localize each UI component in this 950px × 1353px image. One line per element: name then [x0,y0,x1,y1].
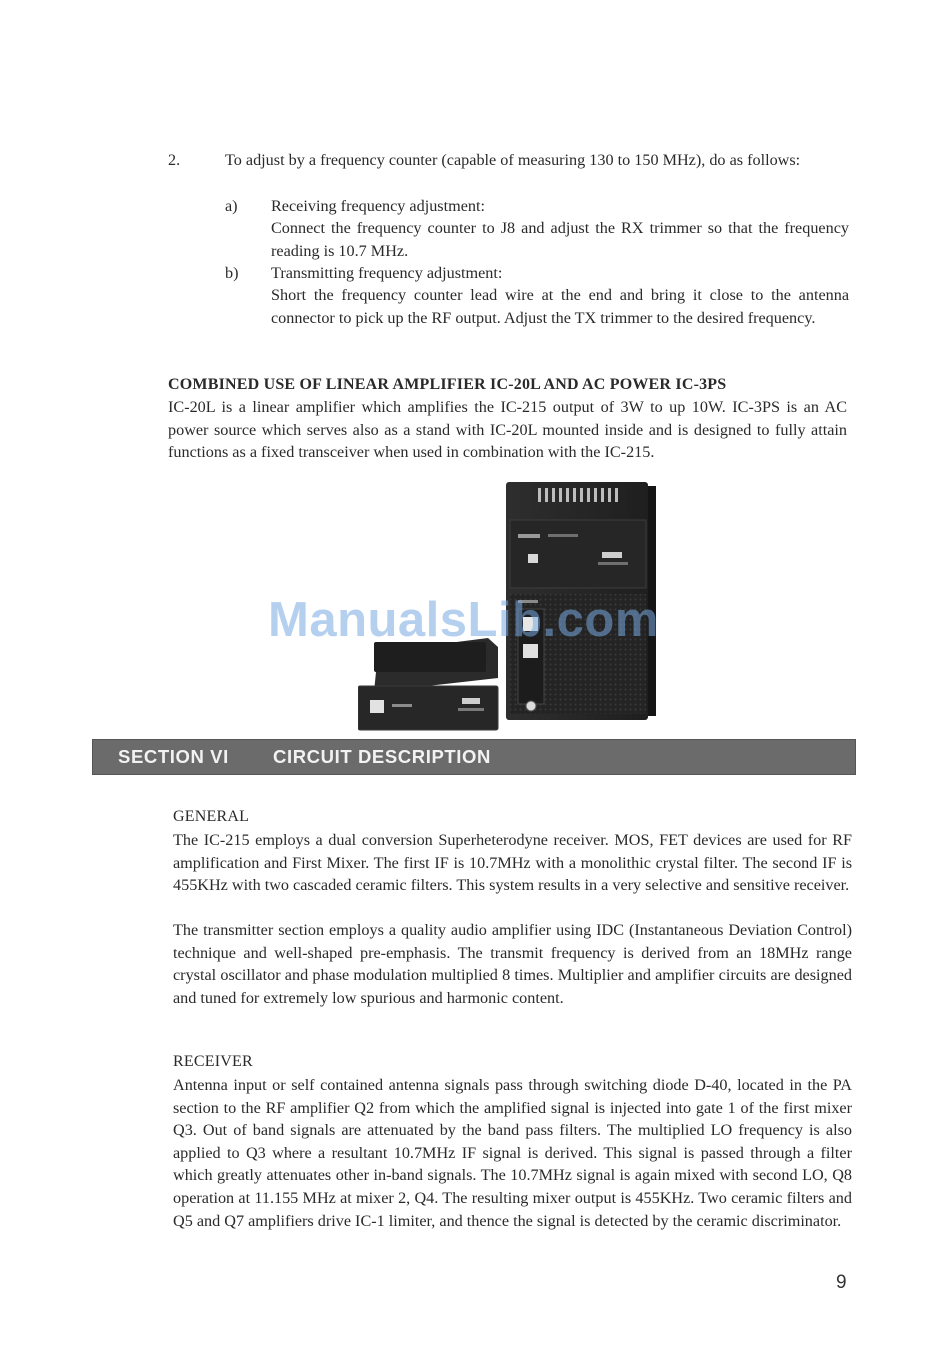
sub-item-b-label: b) [225,264,239,282]
receiver-heading: RECEIVER [173,1053,253,1070]
item-number: 2. [168,151,181,169]
section-title: CIRCUIT DESCRIPTION [273,746,491,767]
combined-use-heading: COMBINED USE OF LINEAR AMPLIFIER IC-20L AND AC POWER IC-3PS [168,376,727,393]
page-number: 9 [836,1272,847,1293]
general-paragraph-2: The transmitter section employs a quality audio amplifier using IDC (Instantaneous Deviation Control) technique and well-shaped pre-emphasis. The transmit frequency is derived from an 18MHz range crystal oscillator and phase modulation multiplied 8 times. Multiplier and amplifier circuits are designed and tuned for extremely low spurious and harmonic content. [173,921,852,1007]
combined-use-text: IC-20L is a linear amplifier which amplifies the IC-215 output of 3W to up 10W. IC-3PS is an AC power source which serves also as a stand with IC-20L mounted inside and is designed to fully attain functions as a fixed transceiver when used in combination with the IC-215. [168,398,847,462]
section-header-bar [92,739,856,775]
sub-item-a-label: a) [225,197,238,215]
general-paragraph-1: The IC-215 employs a dual conversion Superheterodyne receiver. MOS, FET devices are used for RF amplification and First Mixer. The first IF is 10.7MHz with a monolithic crystal filter. The second IF is 455KHz with two cascaded ceramic filters. This system results in a very selective and sensitive receiver. [173,831,852,895]
sub-item-b-text: Short the frequency counter lead wire at the end and bring it close to the antenna connector to pick up the RF output. Adjust the TX trimmer to the desired frequency. [271,286,849,327]
general-heading: GENERAL [173,808,250,825]
sub-item-b-title: Transmitting frequency adjustment: [271,264,503,282]
sub-item-a-title: Receiving frequency adjustment: [271,197,485,215]
watermark-text: ManualsLib.com [268,593,659,647]
receiver-paragraph: Antenna input or self contained antenna signals pass through switching diode D-40, located in the PA section to the RF amplifier Q2 from which the amplified signal is injected into gate 1 of the first mixer Q3. Out of band signals are attenuated by the band pass filters. The multiplied LO frequency is also applied to Q3 where a resultant 10.7MHz IF signal is derived. This signal is passed through a filter which greatly attenuates other in-band signals. The 10.7MHz signal is again mixed with second LO, Q8 operation at 11.155 MHz at mixer 2, Q4. The resulting mixer output is 455KHz. Two ceramic filters and Q5 and Q7 amplifiers drive IC-1 limiter, and thence the signal is detected by the ceramic discriminator. [173,1076,852,1230]
section-number: SECTION VI [118,746,229,767]
sub-item-a-text: Connect the frequency counter to J8 and adjust the RX trimmer so that the frequency reading is 10.7 MHz. [271,219,849,260]
item-2-intro: To adjust by a frequency counter (capable of measuring 130 to 150 MHz), do as follows: [225,151,801,169]
